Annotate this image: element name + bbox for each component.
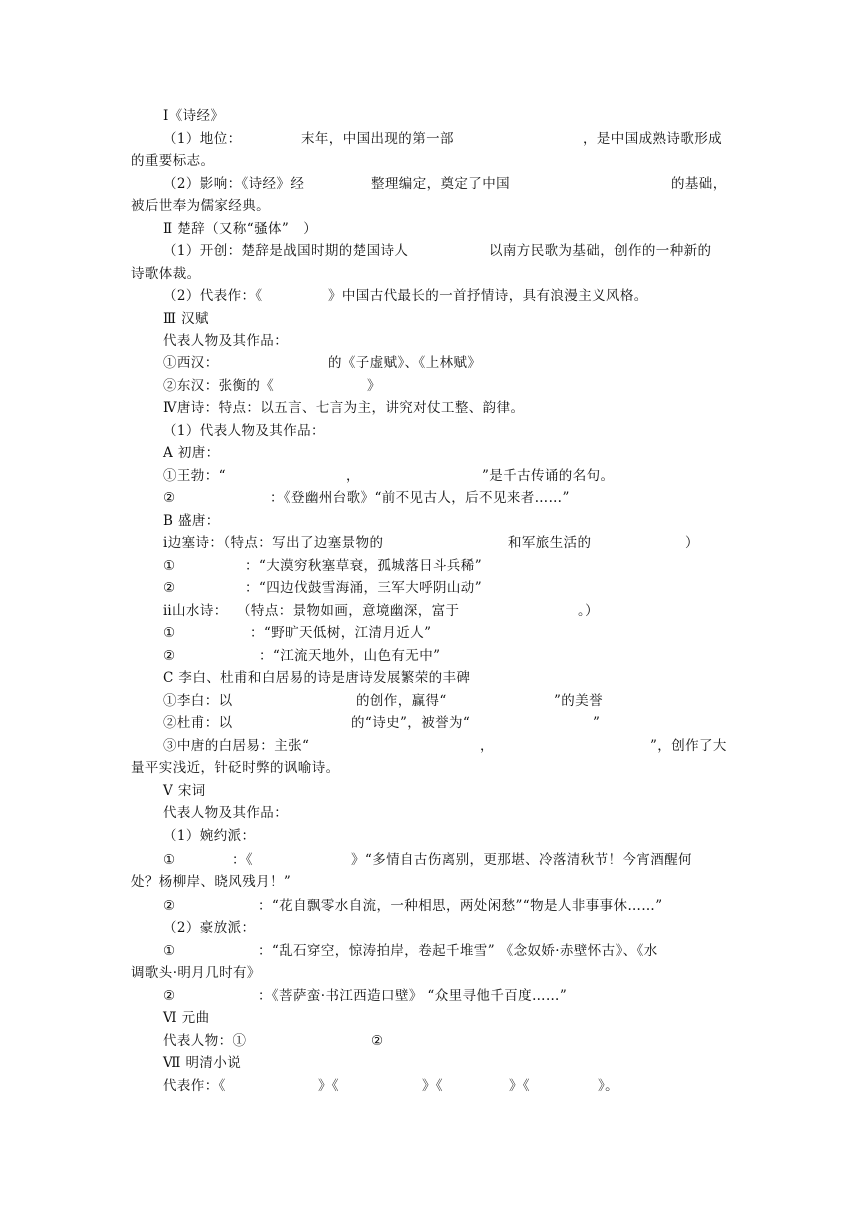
text-fragment: ② [371,1033,384,1049]
text-fragment: ：“四边伐鼓雪海涌，三军大呼阴山动” [245,580,483,596]
text-fragment: ：《登幽州台歌》“前不见古人，后不见来者……” [270,490,570,506]
text-fragment: 整理编定，奠定了中国 [371,176,510,192]
text-fragment: （2）豪放派： [163,920,256,936]
section-heading-hanfu: Ⅲ 汉赋 [163,311,209,327]
text-fragment: ①王勃：“ [163,468,226,484]
text-fragment: 》《 [422,1078,444,1094]
text-fragment: 末年，中国出现的第一部 [301,131,454,147]
section-heading-tang: Ⅳ唐诗：特点：以五言、七言为主，讲究对仗工整、韵律。 [163,400,525,416]
text-fragment: ① [163,558,176,574]
text-fragment: （1）婉约派： [163,828,256,844]
text-fragment: ） [685,535,699,551]
text-fragment: 代表作：《 [163,1078,226,1094]
text-fragment: C 李白、杜甫和白居易的诗是唐诗发展繁荣的丰碑 [163,670,471,686]
text-fragment: （1）开创：楚辞是战国时期的楚国诗人 [163,243,409,259]
text-fragment: ① [163,625,176,641]
text-fragment: 的创作，赢得“ [356,693,447,709]
text-fragment: 》《 [318,1078,340,1094]
section-heading-yuanqu: Ⅵ 元曲 [163,1010,210,1026]
text-fragment: ⅱ山水诗： （特点：景物如画，意境幽深，富于 [163,603,460,619]
text-fragment: 》。 [598,1078,620,1094]
text-fragment: ① [163,943,176,959]
text-fragment: ：“江流天地外，山色有无中” [259,648,441,664]
text-fragment: 》《 [509,1078,531,1094]
text-fragment: 诗歌体裁。 [131,266,201,282]
section-heading-song: Ⅴ 宋词 [163,783,206,799]
text-fragment: 调歌头·明月几时有》 [131,965,261,981]
text-fragment: 的重要标志。 [131,153,215,169]
section-heading-mingqing: Ⅶ 明清小说 [163,1055,242,1071]
text-fragment: 》 [367,378,381,394]
text-fragment: ①李白：以 [163,693,233,709]
text-fragment: 被后世奉为儒家经典。 [131,198,270,214]
text-fragment: ② [163,648,176,664]
text-fragment: 》“多情自古伤离别，更那堪、冷落清秋节！今宵酒醒何 [351,852,692,868]
text-fragment: 代表人物及其作品： [163,333,289,349]
section-heading-shijing: Ⅰ《诗经》 [163,108,225,124]
text-fragment: A 初唐： [163,445,220,461]
text-fragment: ”是千古传诵的名句。 [482,468,615,484]
text-fragment: ②杜甫：以 [163,715,233,731]
text-fragment: 》中国古代最长的一首抒情诗，具有浪漫主义风格。 [328,288,648,304]
text-fragment: ①西汉： [163,355,219,371]
text-fragment: （1）地位： [163,131,242,147]
text-fragment: ⅰ边塞诗：（特点：写出了边塞景物的 [163,535,384,551]
text-fragment: ③中唐的白居易：主张“ [163,738,310,754]
text-fragment: ”的美誉 [554,693,604,709]
text-fragment: ① [163,852,176,868]
text-fragment: ② [163,490,176,506]
text-fragment: ② [163,580,176,596]
text-fragment: 的“诗史”，被誉为“ [351,715,471,731]
text-fragment: 和军旅生活的 [508,535,592,551]
text-fragment: ，是中国成熟诗歌形成 [583,131,722,147]
text-fragment: ：“乱石穿空，惊涛拍岸，卷起千堆雪” 《念奴娇·赤壁怀古》、《水 [258,943,658,959]
text-fragment: （1）代表人物及其作品： [163,423,325,439]
text-fragment: ：《菩萨蛮·书江西造口壁》 “众里寻他千百度……” [258,988,568,1004]
text-fragment: ， [346,468,360,484]
text-fragment: ② [163,898,176,914]
text-fragment: 量平实浅近，针砭时弊的讽喻诗。 [131,760,340,776]
text-fragment: ” [593,715,601,731]
text-fragment: ：《 [232,852,254,868]
text-fragment: 处？杨柳岸、晓风残月！” [131,874,292,890]
text-fragment: ”，创作了大 [650,738,727,754]
text-fragment: B 盛唐： [163,513,220,529]
text-fragment: ②东汉：张衡的《 [163,378,275,394]
text-fragment: 代表人物及其作品： [163,805,289,821]
text-fragment: （2）代表作：《 [163,288,263,304]
text-fragment: ：“大漠穷秋塞草衰，孤城落日斗兵稀” [245,558,483,574]
text-fragment: ② [163,988,176,1004]
text-fragment: ：“野旷天低树，江清月近人” [250,625,432,641]
text-fragment: 的《子虚赋》、《上林赋》 [328,355,482,371]
text-fragment: ， [480,738,494,754]
text-fragment: （2）影响：《诗经》经 [163,176,305,192]
text-fragment: 以南方民歌为基础，创作的一种新的 [489,243,712,259]
section-heading-chuci: Ⅱ 楚辞（又称“骚体” ） [163,221,318,237]
text-fragment: 代表人物：① [163,1033,247,1049]
text-fragment: 的基础， [671,176,727,192]
text-fragment: 。） [578,603,600,619]
text-fragment: ：“花自飘零水自流，一种相思，两处闲愁”“物是人非事事休……” [258,898,663,914]
